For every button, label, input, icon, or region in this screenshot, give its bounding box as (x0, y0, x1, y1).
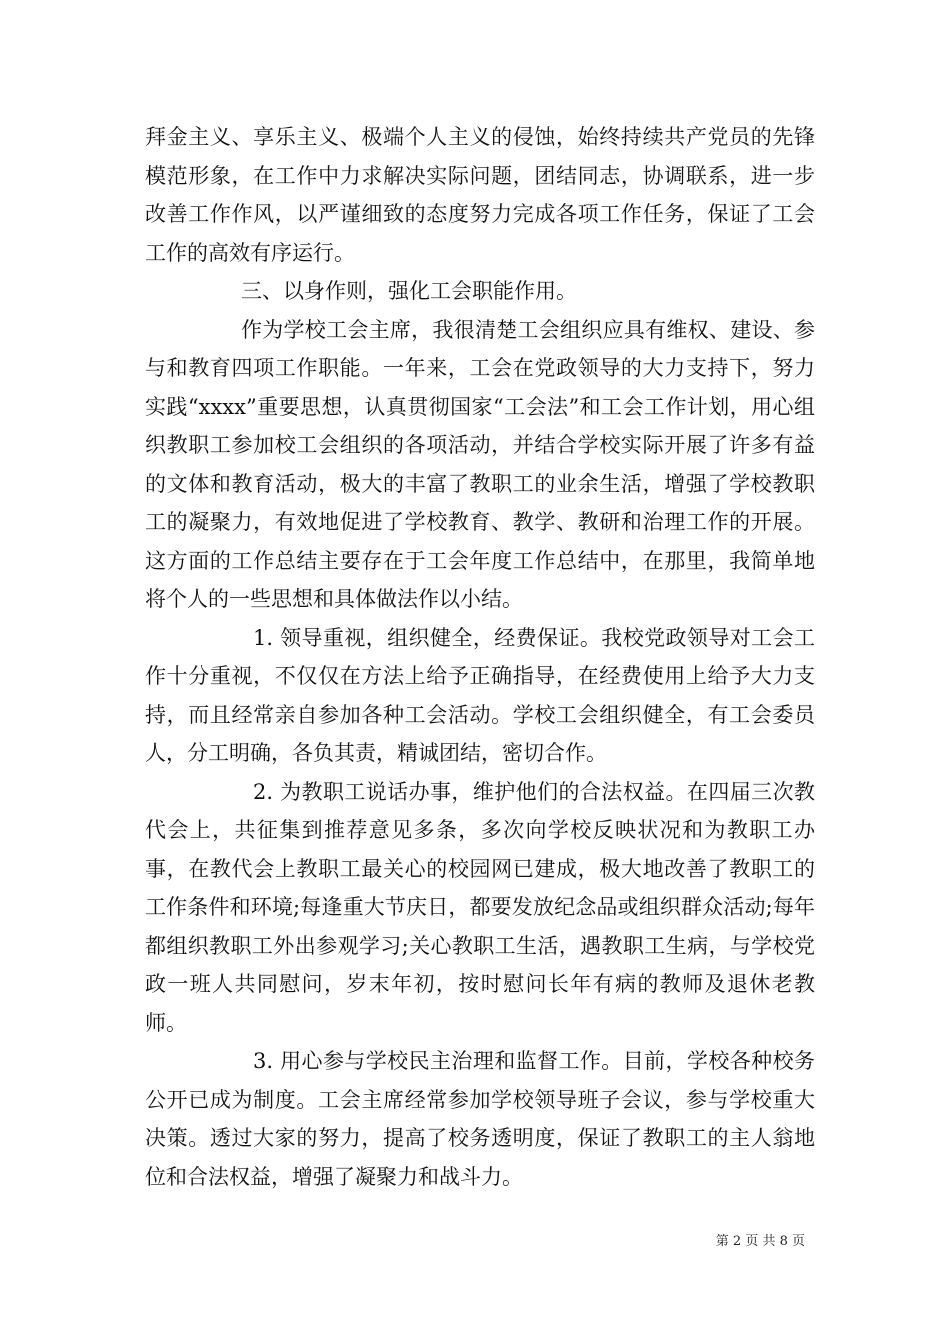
paragraph-continuation: 拜金主义、享乐主义、极端个人主义的侵蚀，始终持续共产党员的先锋模范形象，在工作中力求解决实际问题，团结同志，协调联系，进一步改善工作作风，以严谨细致的态度努力完成各项工作任务，保证了工会工作的高效有序运行。 (145, 125, 815, 265)
item-3-democratic-management: 3. 用心参与学校民主治理和监督工作。目前，学校各种校务公开已成为制度。工会主席经常参加学校领导班子会议，参与学校重大决策。透过大家的努力，提高了校务透明度，保证了教职工的主人翁地位和合法权益，增强了凝聚力和战斗力。 (145, 1049, 815, 1189)
item-2-staff-rights: 2. 为教职工说话办事，维护他们的合法权益。在四届三次教代会上，共征集到推荐意见多条，多次向学校反映状况和为教职工办事，在教代会上教职工最关心的校园网已建成，极大地改善了教职工的工作条件和环境;每逢重大节庆日，都要发放纪念品或组织群众活动;每年都组织教职工外出参观学习;关心教职工生活，遇教职工生病，与学校党政一班人共同慰问，岁末年初，按时慰问长年有病的教师及退休老教师。 (145, 779, 815, 1035)
page-number-footer: 第 2 页 共 8 页 (715, 1234, 805, 1249)
paragraph-union-role: 作为学校工会主席，我很清楚工会组织应具有维权、建设、参与和教育四项工作职能。一年来，工会在党政领导的大力支持下，努力实践“xxxx”重要思想，认真贯彻国家“工会法”和工会工作计划，用心组织教职工参加校工会组织的各项活动，并结合学校实际开展了许多有益的文体和教育活动，极大的丰富了教职工的业余生活，增强了学校教职工的凝聚力，有效地促进了学校教育、教学、教研和治理工作的开展。这方面的工作总结主要存在于工会年度工作总结中，在那里，我简单地将个人的一些思想和具体做法作以小结。 (145, 317, 815, 611)
document-body (145, 118, 815, 1196)
item-1-leadership: 1. 领导重视，组织健全，经费保证。我校党政领导对工会工作十分重视，不仅仅在方法上给予正确指导，在经费使用上给予大力支持，而且经常亲自参加各种工会活动。学校工会组织健全，有工会委员人，分工明确，各负其责，精诚团结，密切合作。 (145, 625, 815, 765)
section-heading-3: 三、以身作则，强化工会职能作用。 (241, 279, 577, 303)
